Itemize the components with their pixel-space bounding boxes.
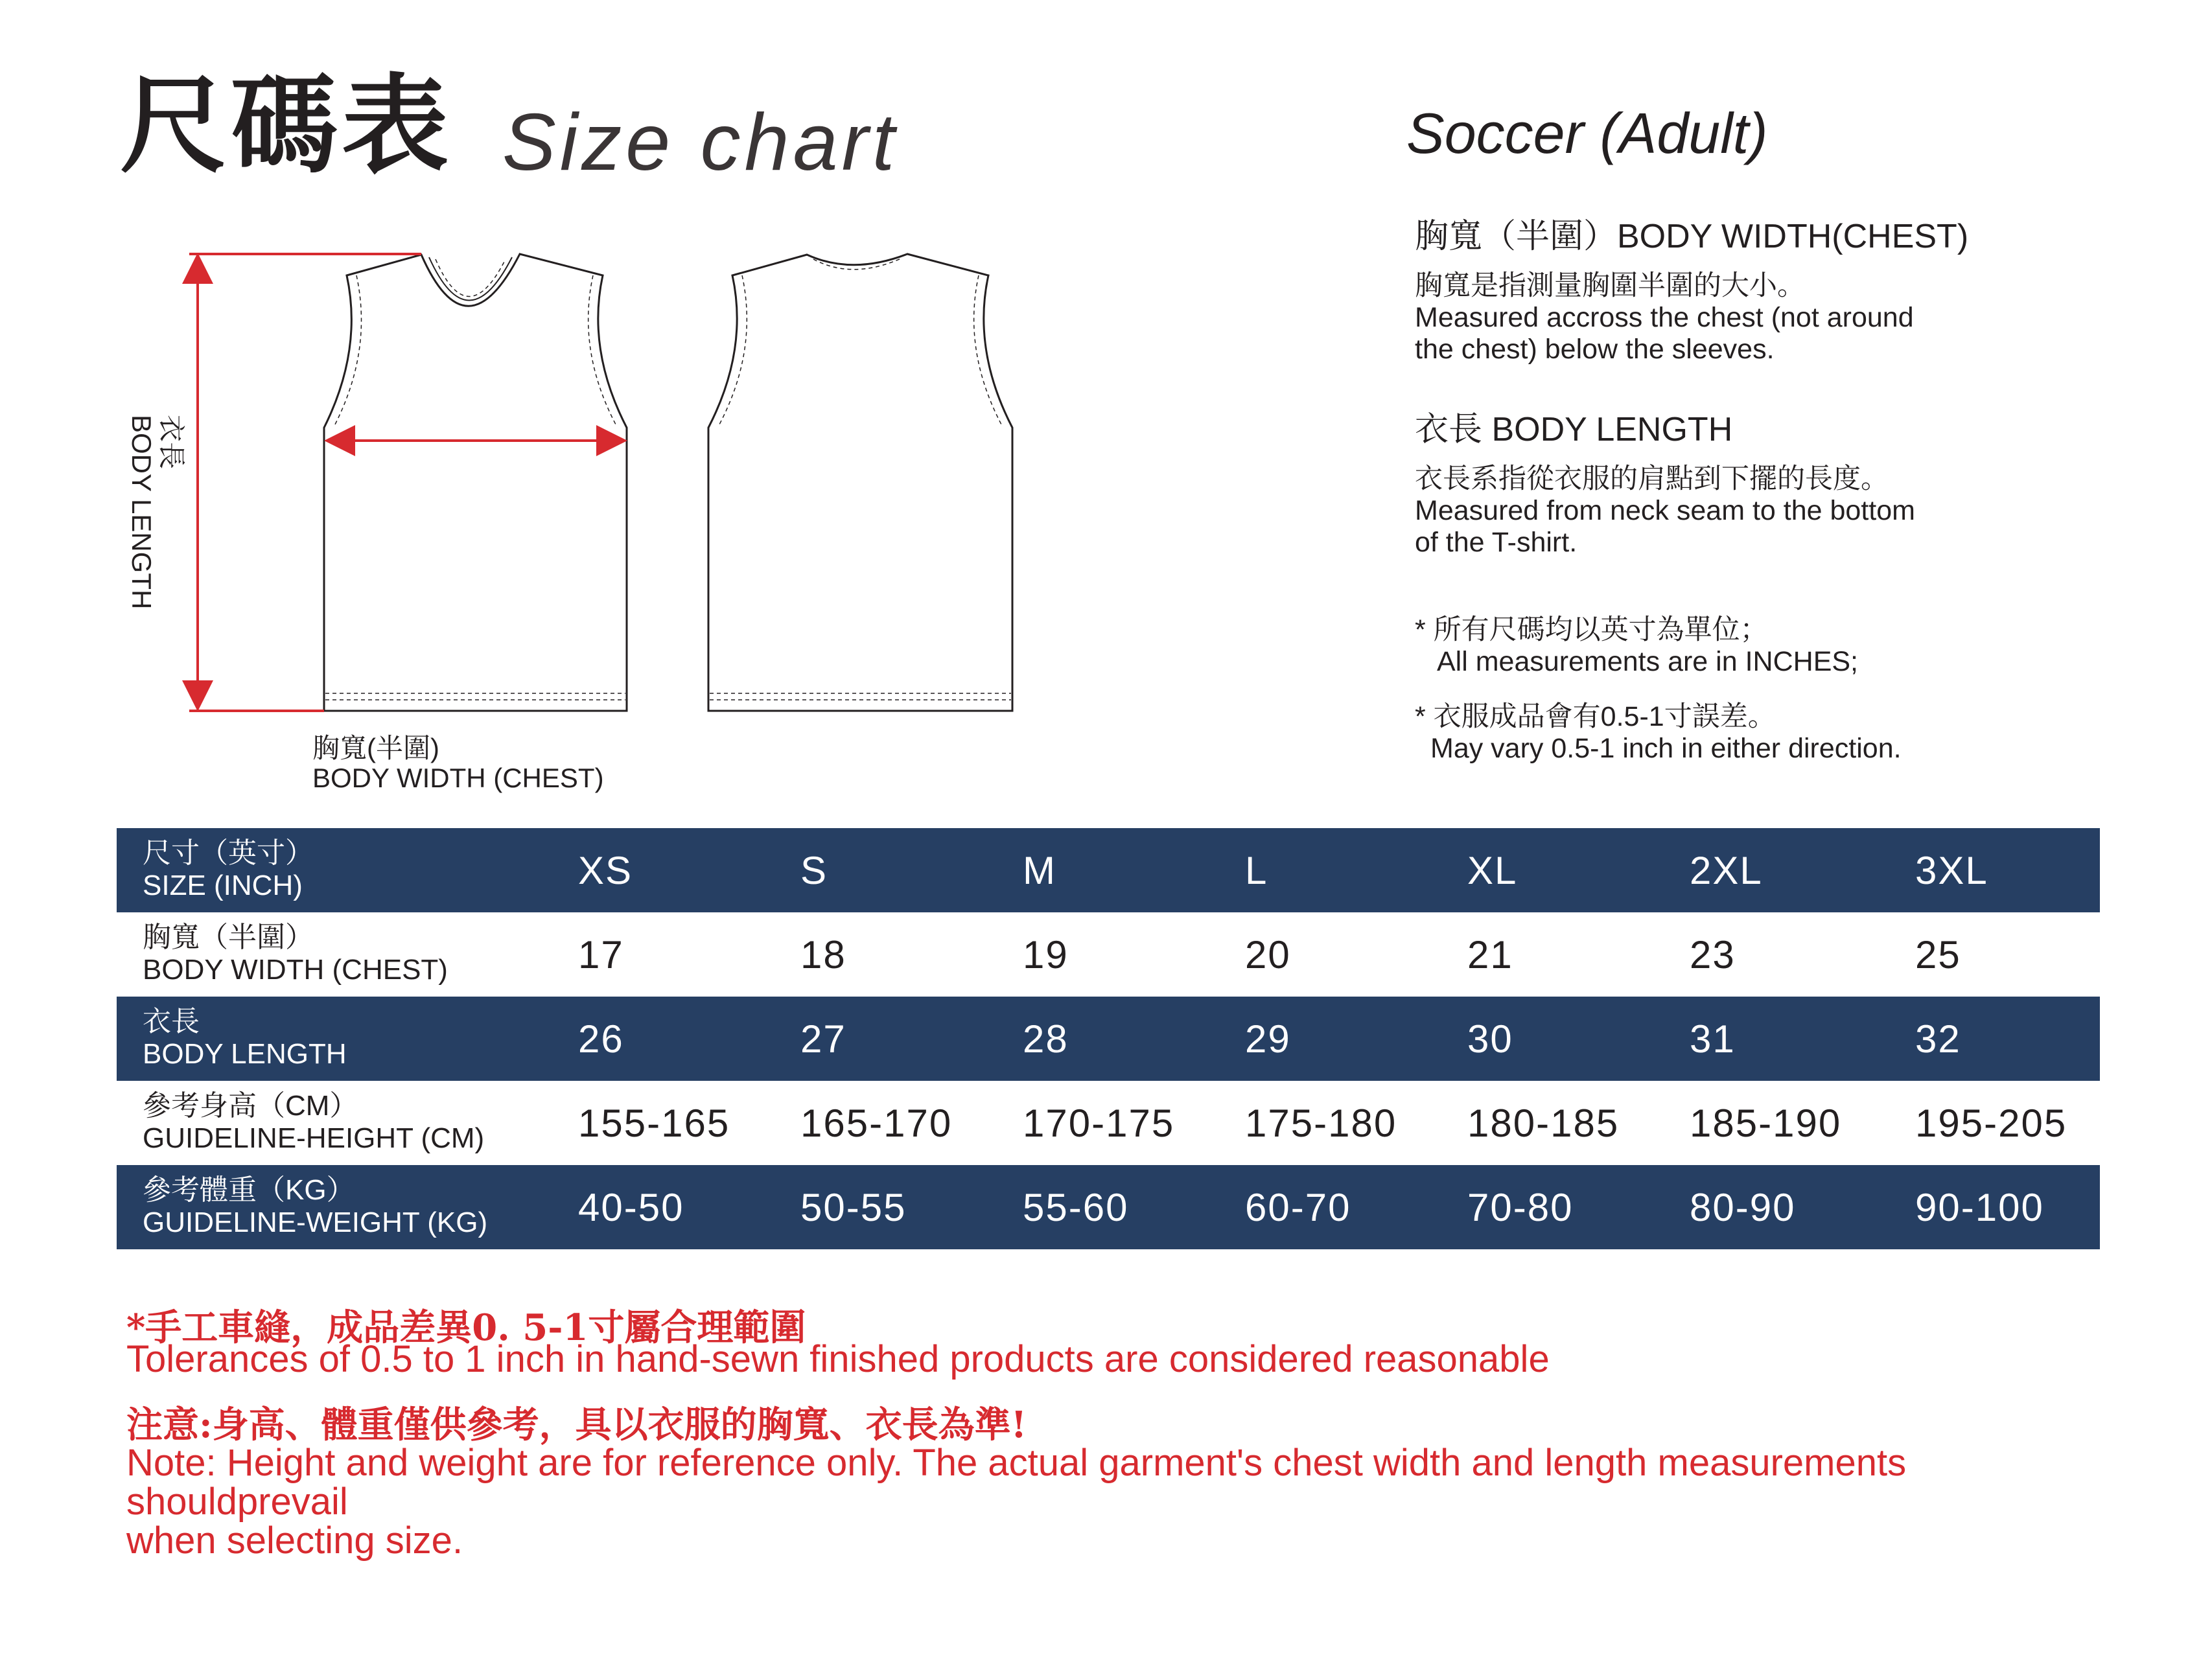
table-cell: 20: [1245, 932, 1291, 976]
table-cell: 26: [578, 1017, 624, 1061]
table-cell: 195-205: [1915, 1101, 2067, 1145]
length-desc-en-2: of the T-shirt.: [1415, 527, 1578, 558]
variance-note-en: May vary 0.5-1 inch in either direction.: [1430, 733, 1902, 764]
body-length-label-zh: 衣長: [156, 415, 187, 470]
table-cell: 155-165: [578, 1101, 730, 1145]
table-cell: 185-190: [1690, 1101, 1842, 1145]
front-view: [324, 254, 627, 711]
table-cell: 55-60: [1023, 1185, 1129, 1229]
table-cell: 18: [800, 932, 846, 976]
table-cell: 2XL: [1690, 848, 1763, 892]
reference-note-en-line1: Note: Height and weight are for reference only. The actual garment's chest width and length measurements shouldprevail: [126, 1442, 1907, 1523]
tolerance-note-en: Tolerances of 0.5 to 1 inch in hand-sewn finished products are considered reasonable: [126, 1338, 1550, 1380]
chest-heading: 胸寬（半圍）BODY WIDTH(CHEST): [1415, 218, 1969, 255]
reference-note-en: [126, 1444, 2116, 1560]
length-heading: 衣長 BODY LENGTH: [1415, 411, 1733, 448]
table-cell: 3XL: [1915, 848, 1988, 892]
product-name: Soccer (Adult): [1406, 101, 1768, 165]
table-cell: 28: [1023, 1017, 1069, 1061]
body-length-label-en: BODY LENGTH: [126, 415, 157, 610]
table-cell: 25: [1915, 932, 1961, 976]
table-row-chest: [117, 912, 2100, 997]
row-label: 尺寸（英寸） SIZE (INCH): [143, 837, 314, 901]
table-cell: 19: [1023, 932, 1069, 976]
table-cell: 90-100: [1915, 1185, 2044, 1229]
chest-desc-en-1: Measured accross the chest (not around: [1415, 302, 1914, 333]
body-length-label: [126, 415, 186, 629]
table-cell: XS: [578, 848, 633, 892]
table-cell: 31: [1690, 1017, 1736, 1061]
table-cell: 175-180: [1245, 1101, 1397, 1145]
unit-note: [1415, 614, 1858, 678]
table-cell: S: [800, 848, 828, 892]
chest-desc-zh: 胸寬是指測量胸圍半圍的大小。: [1415, 270, 1805, 301]
back-view: [708, 254, 1012, 711]
table-cell: L: [1245, 848, 1268, 892]
table-row-weight: [117, 1165, 2100, 1249]
table-cell: XL: [1467, 848, 1518, 892]
table-cell: 180-185: [1467, 1101, 1620, 1145]
length-desc-zh: 衣長系指從衣服的肩點到下擺的長度。: [1415, 463, 1889, 494]
variance-note-zh: * 衣服成品會有0.5-1寸誤差。: [1415, 701, 1776, 732]
row-label: 胸寬（半圍） BODY WIDTH (CHEST): [143, 921, 448, 986]
table-cell: 170-175: [1023, 1101, 1175, 1145]
table-cell: 60-70: [1245, 1185, 1351, 1229]
chest-info: [1415, 217, 1968, 365]
reference-note-en-line2: when selecting size.: [126, 1520, 463, 1562]
length-desc-en-1: Measured from neck seam to the bottom: [1415, 495, 1915, 526]
table-row-length: [117, 997, 2100, 1081]
unit-note-zh: * 所有尺碼均以英寸為單位；: [1415, 614, 1768, 645]
table-cell: 29: [1245, 1017, 1291, 1061]
row-label: 參考身高（CM） GUIDELINE-HEIGHT (CM): [143, 1090, 485, 1154]
table-cell: 40-50: [578, 1185, 684, 1229]
table-cell: 165-170: [800, 1101, 953, 1145]
table-cell: 30: [1467, 1017, 1513, 1061]
page-title-zh: 尺碼表: [120, 64, 452, 188]
unit-note-en: All measurements are in INCHES;: [1437, 646, 1858, 677]
chest-label-zh: 胸寬(半圍): [312, 733, 439, 763]
table-row-size: [117, 828, 2100, 912]
page-title-en: Size chart: [502, 98, 899, 187]
table-row-height: [117, 1081, 2100, 1165]
chest-label-en: BODY WIDTH (CHEST): [312, 763, 604, 793]
table-cell: 17: [578, 932, 624, 976]
table-cell: 27: [800, 1017, 846, 1061]
table-cell: 21: [1467, 932, 1513, 976]
table-cell: 50-55: [800, 1185, 907, 1229]
table-cell: 70-80: [1467, 1185, 1574, 1229]
length-info: [1415, 410, 1915, 559]
row-label: 衣長 BODY LENGTH: [143, 1006, 347, 1070]
table-cell: 32: [1915, 1017, 1961, 1061]
size-table: [117, 828, 2100, 1249]
chest-desc-en-2: the chest) below the sleeves.: [1415, 334, 1775, 365]
chest-label: [312, 734, 604, 793]
row-label: 參考體重（KG） GUIDELINE-WEIGHT (KG): [143, 1174, 488, 1238]
table-cell: M: [1023, 848, 1056, 892]
variance-note: [1415, 701, 1902, 765]
reference-note-zh: 注意:身高、體重僅供參考，具以衣服的胸寬、衣長為準!: [126, 1404, 1027, 1446]
table-cell: 80-90: [1690, 1185, 1796, 1229]
tolerance-note-zh: *手工車縫，成品差異0. 5-1寸屬合理範圍: [126, 1306, 806, 1349]
table-cell: 23: [1690, 932, 1736, 976]
